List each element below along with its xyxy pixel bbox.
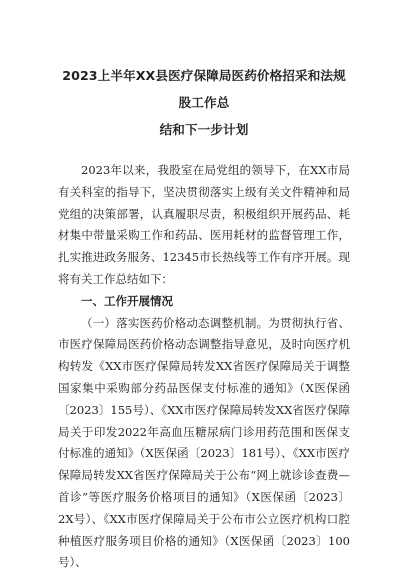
title-line-1: 2023上半年XX县医疗保障局医药价格招采和法规股工作总 (62, 68, 346, 110)
document-body (58, 160, 350, 574)
title-line-2: 结和下一步计划 (159, 122, 249, 137)
document-title (58, 62, 350, 143)
body-paragraph: （一）落实医药价格动态调整机制。为贯彻执行省、市医疗保障局医药价格动态调整指导意见，及时向医疗机构转发《XX市医疗保障局转发XX省医疗保障局关于调整国家集中采购部分药品医保支付标准的通知》（X医保函〔2023〕155号）、《XX市医疗保障局转发XX省医疗保障局关于印发2022年高血压糖尿病门诊用药范围和医保支付标准的通知》（X医保函〔2023〕181号）、《XX市医疗保障局转发XX省医疗保障局关于公布“网上就诊诊查费—首诊”等医疗服务价格项目的通知》（X医保函〔2023〕2X号）、《XX市医疗保障局关于公布市公立医疗机构口腔种植医疗服务项目价格的通知》（X医保函〔2023〕100号）、 (58, 315, 350, 570)
section-heading: 一、工作开展情况 (81, 293, 173, 308)
intro-paragraph: 2023年以来，我股室在局党组的领导下，在XX市局有关科室的指导下，坚决贯彻落实上级有关文件精神和局党组的决策部署，认真履职尽责，积极组织开展药品、耗材集中带量采购工作和药品、医用耗材的监督管理工作，扎实推进政务服务、12345市长热线等工作有序开展。现将有关工作总结如下： (58, 163, 350, 286)
